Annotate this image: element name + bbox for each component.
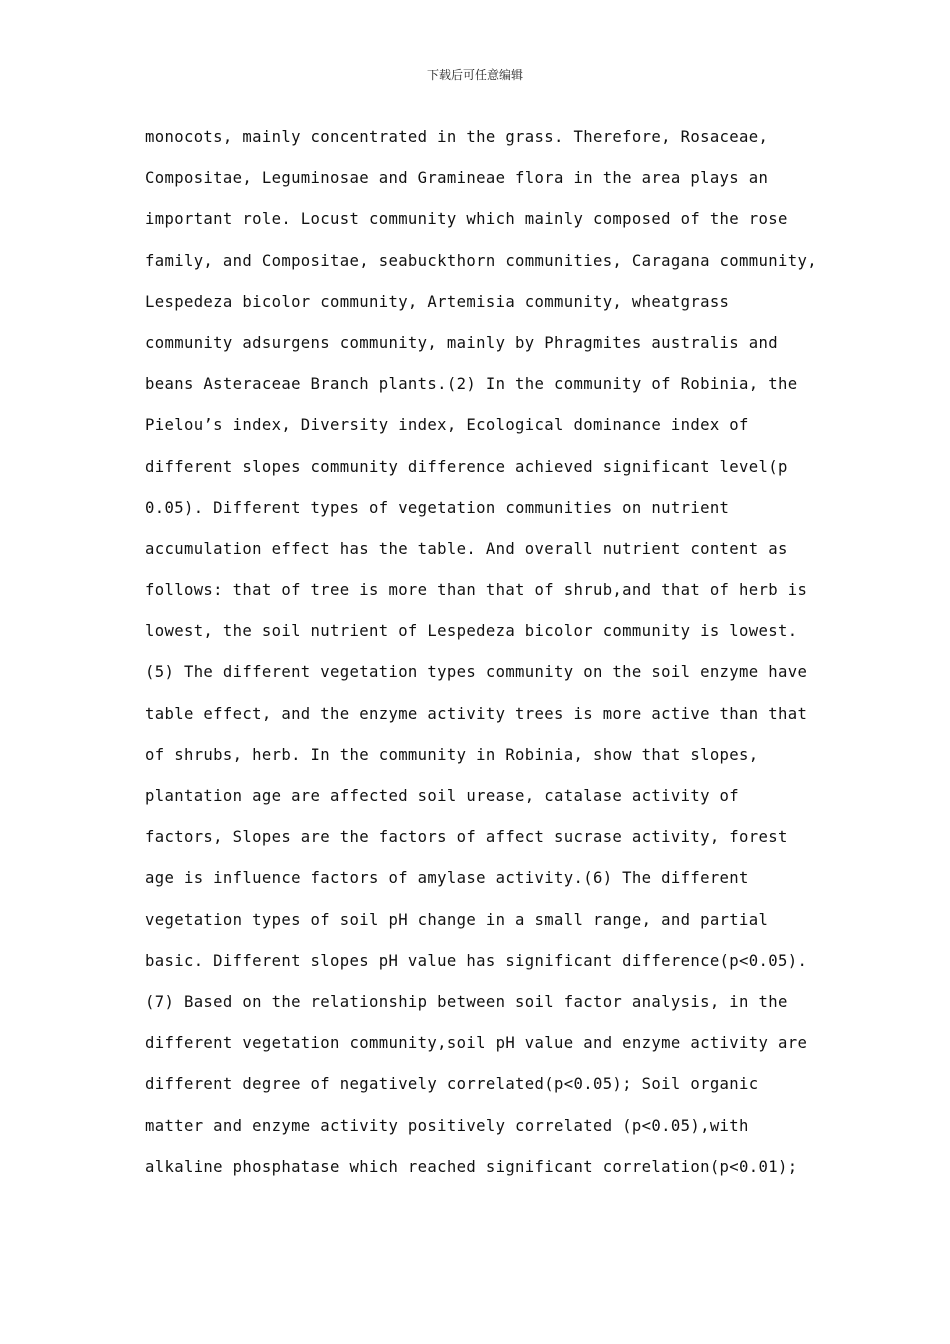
text-line: important role. Locust community which mainly composed of the rose bbox=[145, 210, 788, 229]
text-line: 0.05). Different types of vegetation communities on nutrient bbox=[145, 498, 730, 517]
text-line: basic. Different slopes pH value has significant difference(p<0.05). bbox=[145, 951, 808, 970]
body-text bbox=[145, 126, 835, 1197]
text-line: (5) The different vegetation types community on the soil enzyme have bbox=[145, 663, 808, 682]
text-line: Pielou’s index, Diversity index, Ecological dominance index of bbox=[145, 416, 749, 435]
page-header-note: 下载后可任意编辑 bbox=[426, 68, 523, 82]
text-line: accumulation effect has the table. And overall nutrient content as bbox=[145, 539, 788, 558]
text-line: different slopes community difference achieved significant level(p bbox=[145, 457, 788, 476]
text-line: vegetation types of soil pH change in a small range, and partial bbox=[145, 910, 769, 929]
text-line: (7) Based on the relationship between soil factor analysis, in the bbox=[145, 992, 788, 1011]
text-line: Compositae, Leguminosae and Gramineae flora in the area plays an bbox=[145, 169, 769, 188]
text-line: family, and Compositae, seabuckthorn communities, Caragana community, bbox=[145, 251, 817, 270]
text-line: community adsurgens community, mainly by Phragmites australis and bbox=[145, 333, 778, 352]
text-line: table effect, and the enzyme activity trees is more active than that bbox=[145, 704, 808, 723]
text-line: matter and enzyme activity positively correlated (p<0.05),with bbox=[145, 1116, 749, 1135]
text-line: factors, Slopes are the factors of affect sucrase activity, forest bbox=[145, 828, 788, 847]
text-line: plantation age are affected soil urease, catalase activity of bbox=[145, 787, 740, 805]
text-line: monocots, mainly concentrated in the grass. Therefore, Rosaceae, bbox=[145, 128, 769, 146]
text-line: follows: that of tree is more than that of shrub,and that of herb is bbox=[145, 581, 808, 600]
text-line: different vegetation community,soil pH value and enzyme activity are bbox=[145, 1034, 808, 1053]
text-line: beans Asteraceae Branch plants.(2) In the community of Robinia, the bbox=[145, 375, 798, 394]
text-line: age is influence factors of amylase activity.(6) The different bbox=[145, 869, 749, 888]
text-line: Lespedeza bicolor community, Artemisia community, wheatgrass bbox=[145, 292, 730, 311]
text-line: alkaline phosphatase which reached significant correlation(p<0.01); bbox=[145, 1157, 798, 1176]
text-line: of shrubs, herb. In the community in Robinia, show that slopes, bbox=[145, 745, 759, 764]
text-line: different degree of negatively correlated(p<0.05); Soil organic bbox=[145, 1075, 759, 1094]
text-line: lowest, the soil nutrient of Lespedeza bicolor community is lowest. bbox=[145, 622, 798, 641]
